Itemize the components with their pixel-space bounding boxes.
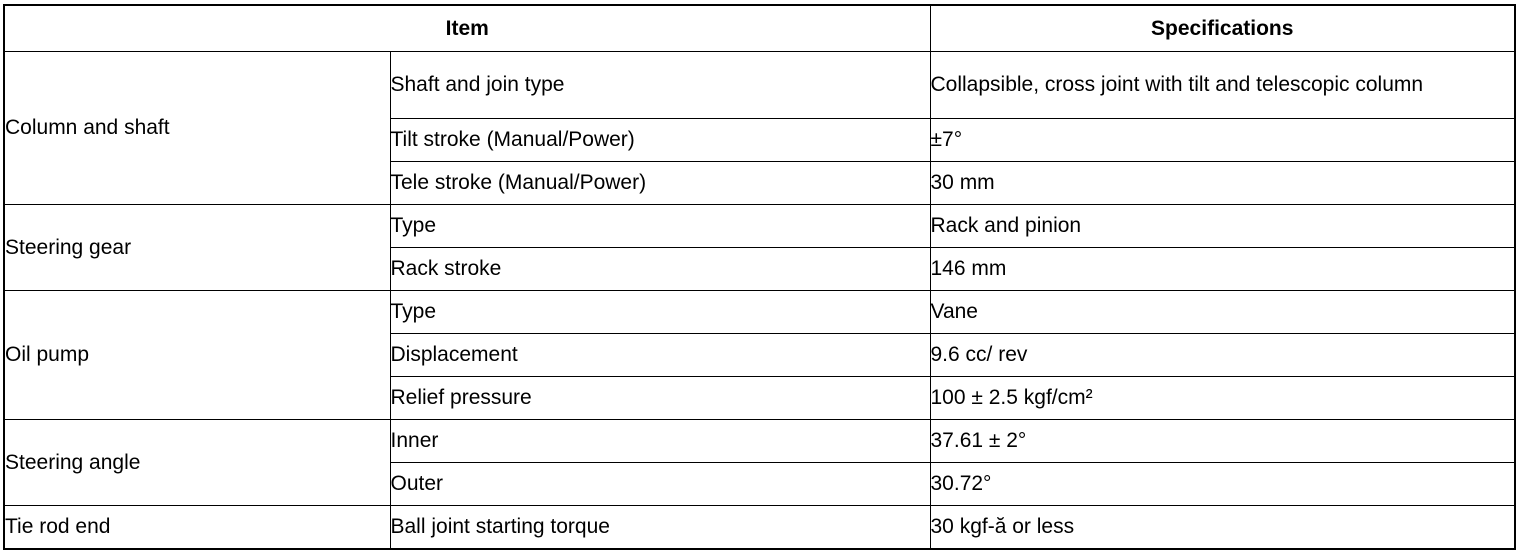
spec-value: 30 mm	[930, 162, 1515, 205]
table-header-row	[4, 5, 1515, 52]
spec-value: Collapsible, cross joint with tilt and telescopic column	[930, 52, 1515, 119]
item-label: Displacement	[390, 334, 930, 377]
spec-value: Rack and pinion	[930, 205, 1515, 248]
item-label: Rack stroke	[390, 248, 930, 291]
table-row	[4, 291, 1515, 334]
group-label: Oil pump	[4, 291, 390, 420]
spec-value: Vane	[930, 291, 1515, 334]
column-header-item: Item	[4, 5, 930, 52]
item-label: Inner	[390, 420, 930, 463]
group-label: Steering gear	[4, 205, 390, 291]
item-label: Type	[390, 205, 930, 248]
item-label: Type	[390, 291, 930, 334]
table-row	[4, 420, 1515, 463]
item-label: Ball joint starting torque	[390, 506, 930, 550]
table-row	[4, 506, 1515, 550]
spec-value: 9.6 cc/ rev	[930, 334, 1515, 377]
item-label: Shaft and join type	[390, 52, 930, 119]
table-row	[4, 205, 1515, 248]
table-body	[4, 52, 1515, 550]
spec-value: 30 kgf-ă or less	[930, 506, 1515, 550]
item-label: Tilt stroke (Manual/Power)	[390, 119, 930, 162]
table-row	[4, 52, 1515, 119]
item-label: Outer	[390, 463, 930, 506]
spec-value: ±7°	[930, 119, 1515, 162]
item-label: Tele stroke (Manual/Power)	[390, 162, 930, 205]
spec-value: 37.61 ± 2°	[930, 420, 1515, 463]
group-label: Column and shaft	[4, 52, 390, 205]
spec-value: 30.72°	[930, 463, 1515, 506]
column-header-specifications: Specifications	[930, 5, 1515, 52]
item-label: Relief pressure	[390, 377, 930, 420]
group-label: Tie rod end	[4, 506, 390, 550]
group-label: Steering angle	[4, 420, 390, 506]
spec-value: 100 ± 2.5 kgf/cm²	[930, 377, 1515, 420]
specifications-table	[3, 4, 1516, 550]
table-header	[4, 5, 1515, 52]
spec-value: 146 mm	[930, 248, 1515, 291]
